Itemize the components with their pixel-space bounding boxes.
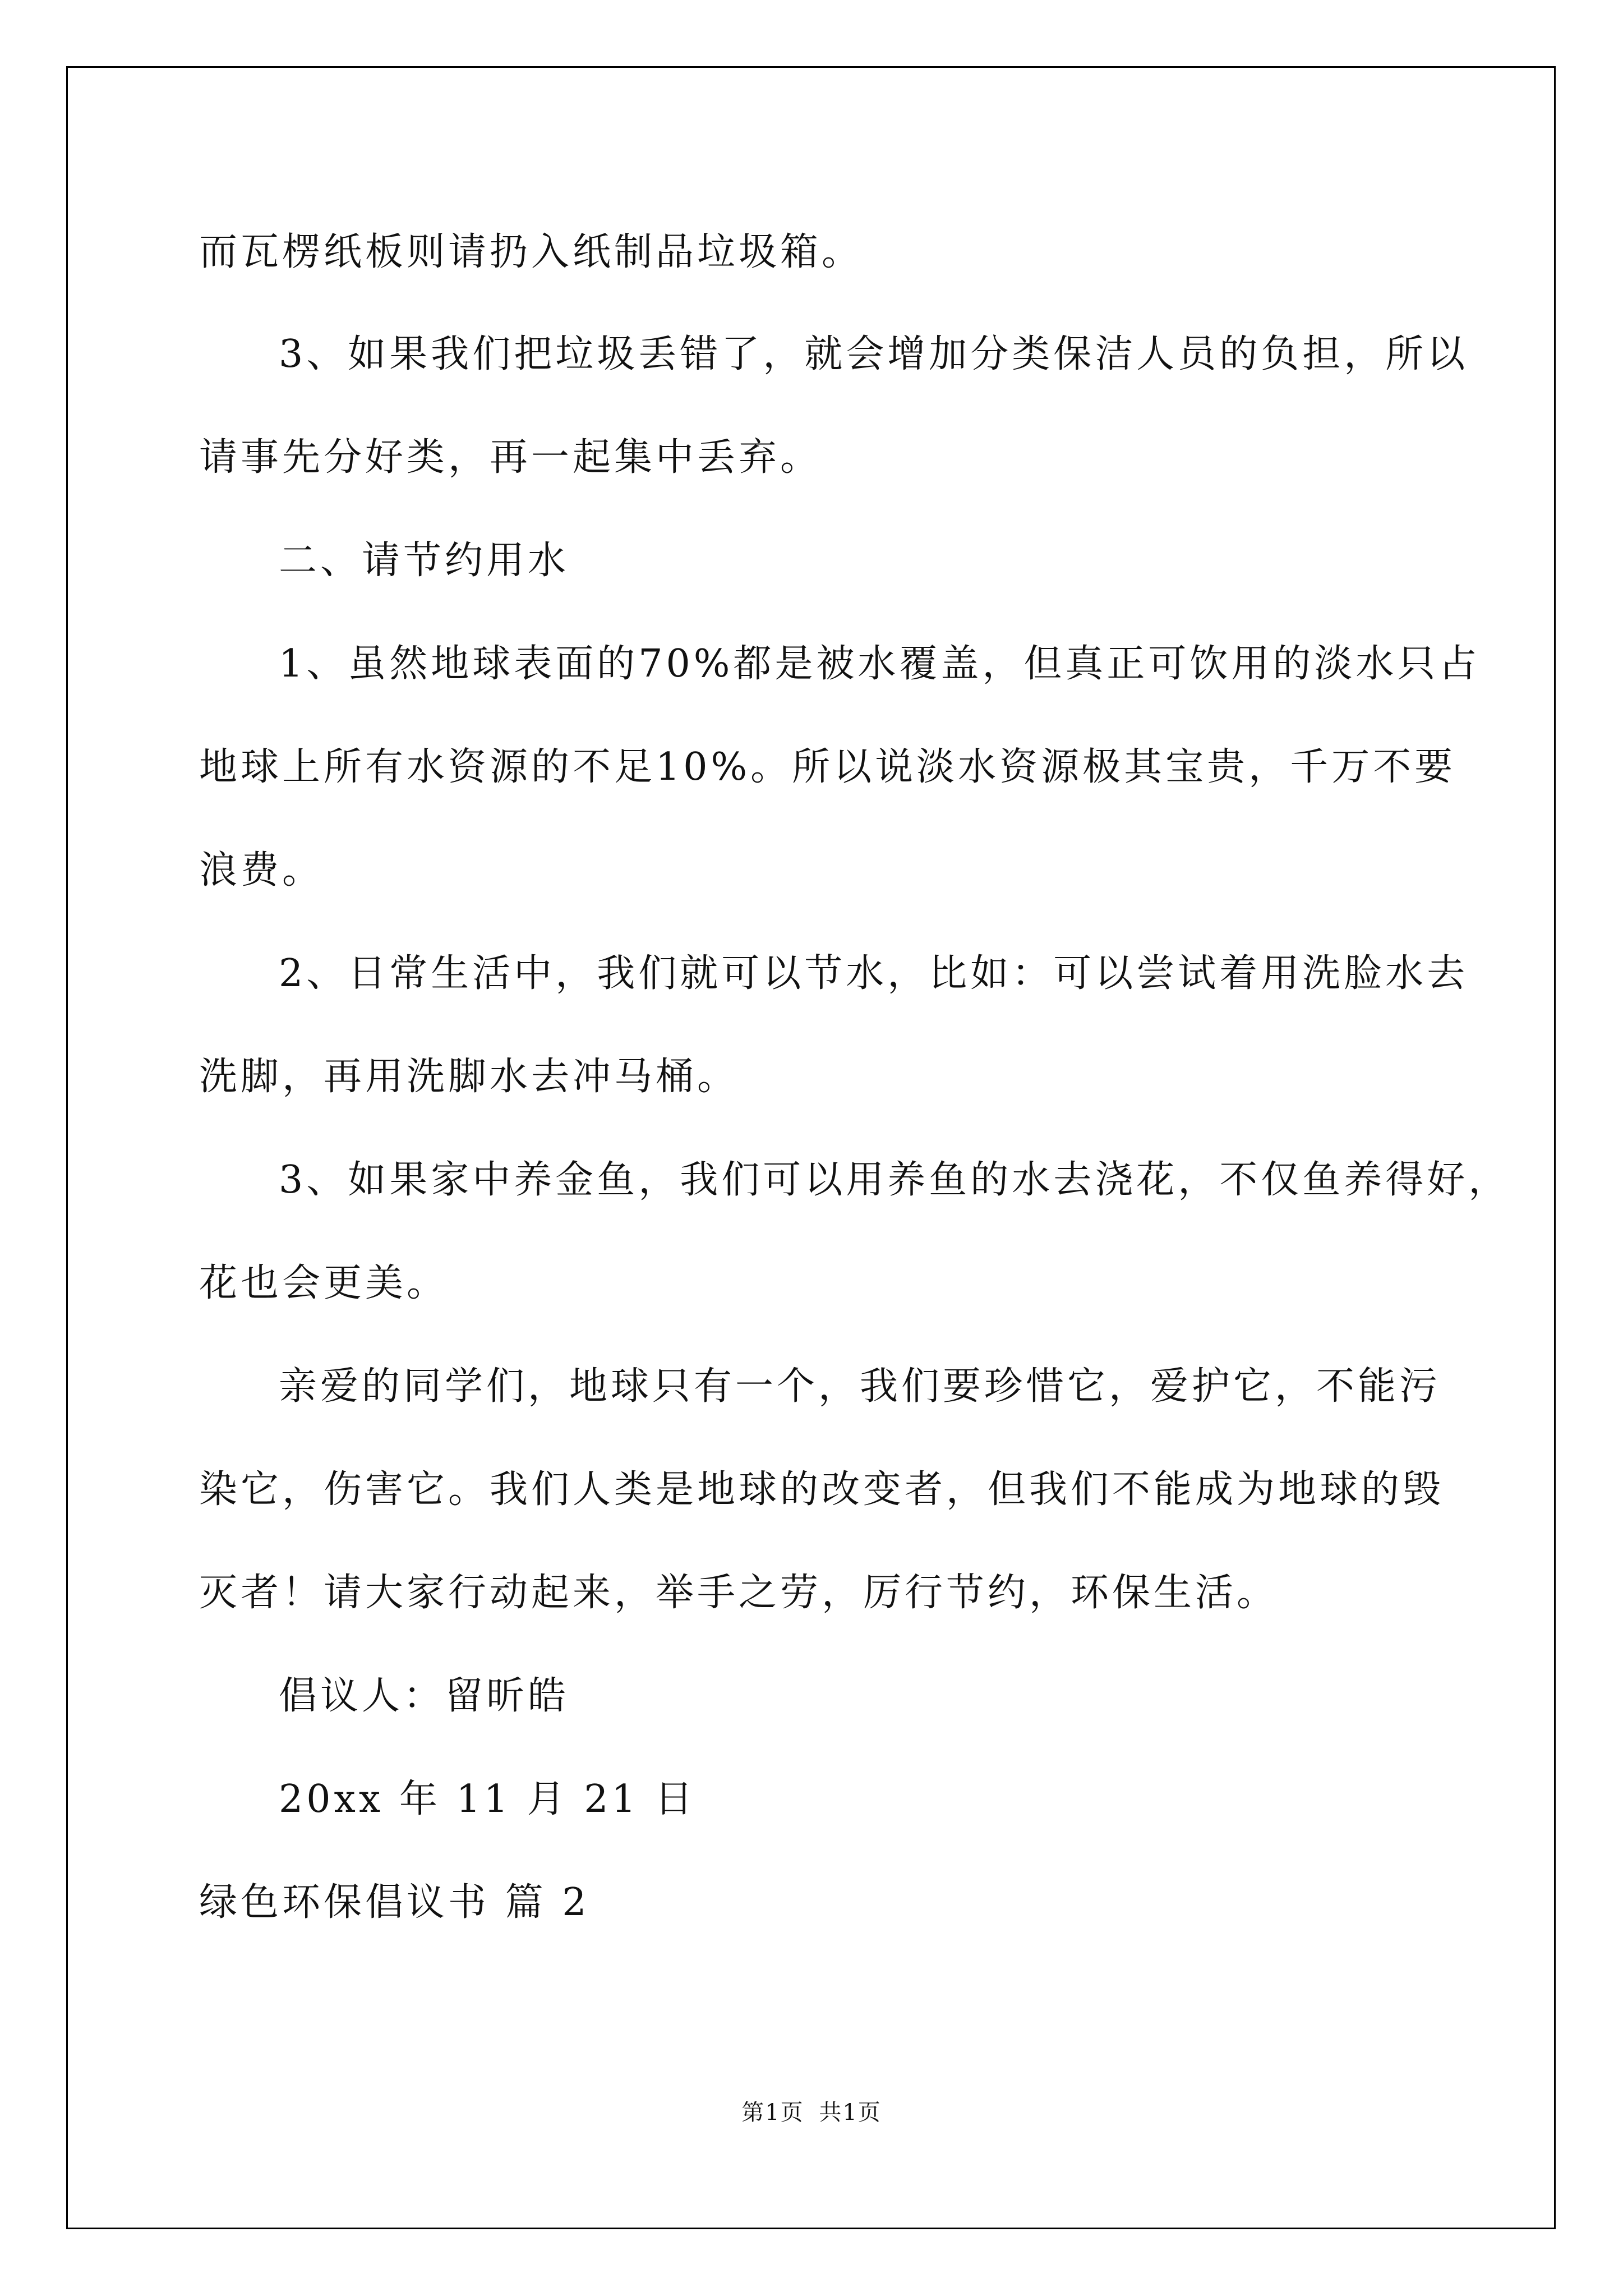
text-line: 洗脚，再用洗脚水去冲马桶。 [199,1055,739,1099]
text-line: 1、虽然地球表面的70%都是被水覆盖，但真正可饮用的淡水只占 [279,642,1481,686]
text-line: 染它，伤害它。我们人类是地球的改变者，但我们不能成为地球的毁 [199,1467,1445,1512]
text-line: 请事先分好类，再一起集中丢弃。 [199,435,822,480]
text-line: 浪费。 [199,848,324,892]
next-title: 绿色环保倡议书 篇 2 [199,1880,590,1925]
text-line: 3、如果我们把垃圾丢错了，就会增加分类保洁人员的负担，所以 [279,332,1469,376]
date-line: 20xx 年 11 月 21 日 [279,1777,697,1821]
text-line: 2、日常生活中，我们就可以节水，比如：可以尝试着用洗脸水去 [279,951,1469,996]
section-heading: 二、请节约用水 [279,539,570,583]
text-line: 花也会更美。 [199,1261,449,1305]
page-number: 第1页 [741,2100,804,2125]
text-line: 亲爱的同学们，地球只有一个，我们要珍惜它，爱护它，不能污 [279,1364,1441,1409]
text-line: 而瓦楞纸板则请扔入纸制品垃圾箱。 [199,230,864,274]
text-line: 3、如果家中养金鱼，我们可以用养鱼的水去浇花，不仅鱼养得好， [279,1158,1510,1202]
page-footer [0,2096,1623,2129]
text-line: 地球上所有水资源的不足10%。所以说淡水资源极其宝贵，千万不要 [199,745,1456,789]
page-total: 共1页 [819,2100,882,2125]
text-line: 灭者！请大家行动起来，举手之劳，厉行节约，环保生活。 [199,1571,1279,1615]
signature-line: 倡议人：留昕皓 [279,1674,570,1718]
